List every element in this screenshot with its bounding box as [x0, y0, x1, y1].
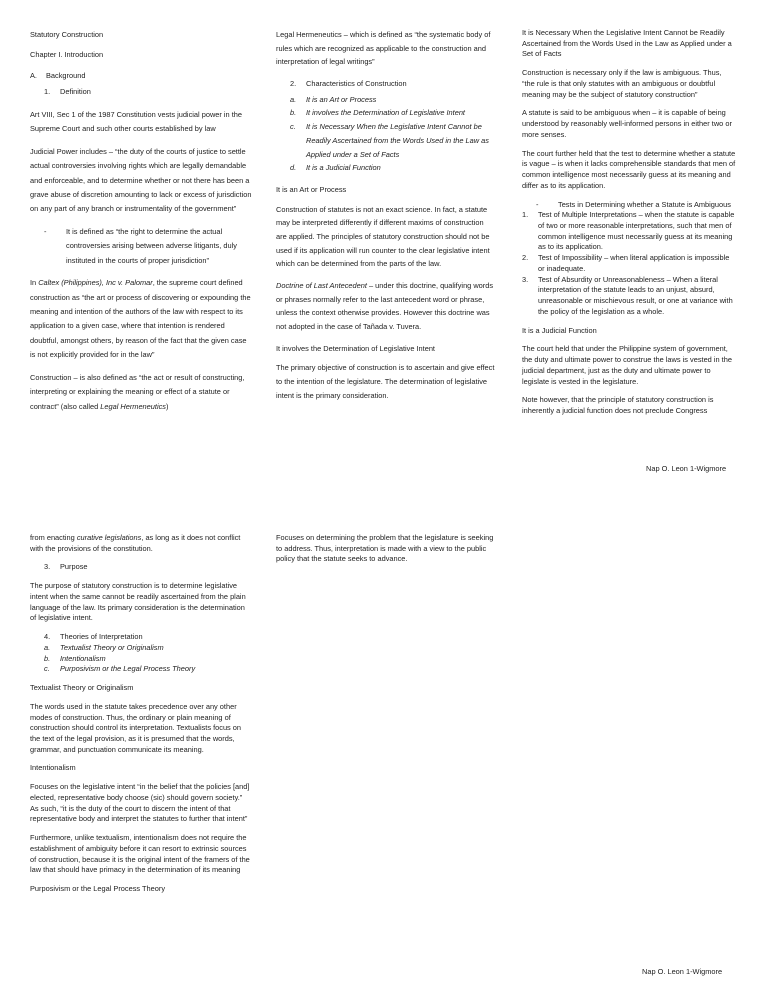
- paragraph: Focuses on determining the problem that the legislature is seeking to address. Thus, interpretation is made with a view to the public policy that the statute seeks to advance.: [276, 533, 494, 564]
- chapter-heading: Chapter I. Introduction: [30, 50, 104, 60]
- list-item: [44, 654, 252, 665]
- list-marker: a.: [44, 642, 51, 652]
- tests-heading: [522, 200, 736, 211]
- section-heading: Textualist Theory or Originalism: [30, 683, 134, 693]
- list-item-text: Test of Absurdity or Unreasonableness – When a literal interpretation of the statute leads to an unjust, absurd, unreasonable or mischievous result, or one at variance with the policy of the legislation as a whole.: [538, 274, 733, 316]
- list-item: [44, 643, 252, 654]
- list-item: [290, 93, 496, 107]
- list-marker: c.: [44, 664, 50, 674]
- case-name: Caltex (Philippines), Inc v. Palomar: [38, 278, 153, 288]
- list-item-text: Test of Impossibility – when literal application is impossible or inadequate.: [538, 253, 730, 273]
- bullet-text: Tests in Determining whether a Statute is Ambiguous: [558, 199, 731, 209]
- tests-list: [522, 210, 736, 317]
- section-heading: Purposivism or the Legal Process Theory: [30, 884, 166, 894]
- text-run: , the supreme court defined construction as “the art or process of discovering or expounding the meaning and intention of the authors of the law with respect to its application to a given case, where that intention is rendered doubtful, amongst others, by reason of the fact that the given case is not explicitly provided for in the law”: [30, 278, 251, 360]
- paragraph: The court held that under the Philippine system of government, the duty and ultimate power to construe the laws is vested in the judicial department, just as the duty and ultimate power to legislate is vested in the legislature.: [522, 344, 732, 386]
- list-item-text: Intentionalism: [60, 653, 106, 663]
- page1-column-3: [522, 28, 736, 425]
- bullet-marker: -: [536, 199, 539, 209]
- item-2: [276, 77, 496, 91]
- text-run: ): [165, 401, 169, 411]
- section-heading: It is a Judicial Function: [522, 325, 597, 335]
- paragraph: The purpose of statutory construction is to determine legislative intent when the same cannot be readily ascertained from the plain language of the law. Its primary consideration is the determination of legislative intent.: [30, 581, 246, 623]
- page-footer: Nap O. Leon 1-Wigmore: [642, 967, 723, 976]
- text-run: – under this doctrine, qualifying words or phrases normally refer to the last antecedent word or phrase, unless the context otherwise provides. However this doctrine was not adopted in the case of Tañada v. Tuvera.: [276, 281, 494, 332]
- list-marker: 2.: [522, 253, 529, 263]
- list-marker: 4.: [44, 632, 51, 642]
- list-marker: a.: [290, 94, 297, 104]
- list-item-text: Textualist Theory or Originalism: [60, 642, 164, 652]
- section-heading: It involves the Determination of Legislative Intent: [276, 343, 435, 353]
- text-run: Construction – is also defined as “the act or result of constructing, interpreting or explaining the meaning or effect of a statute or contract” (also called: [30, 372, 245, 411]
- list-marker: 1.: [44, 87, 51, 97]
- bullet-text: It is defined as “the right to determine the actual controversies arising between adverse litigants, duly instituted in the courts of proper jurisdiction”: [66, 226, 237, 265]
- list-marker: A.: [30, 70, 37, 80]
- paragraph: Note however, that the principle of statutory construction is inherently a judicial function does not preclude Congress: [522, 395, 714, 416]
- text-run: , as long as it does not conflict with the provisions of the constitution.: [30, 533, 241, 553]
- paragraph: Focuses on the legislative intent “in the belief that the policies [and] elected, representative body choose (sic) should govern society.” As such, “it is the duty of the court to discern the intent of that representative body and interpret the statutes to further that intent”: [30, 782, 250, 824]
- subheading-theories: Theories of Interpretation: [60, 632, 143, 642]
- list-marker: c.: [290, 122, 296, 132]
- list-item: [290, 120, 496, 161]
- text-run: from enacting: [30, 533, 77, 542]
- bullet-item: [30, 225, 252, 268]
- section-heading-background: Background: [46, 70, 86, 80]
- paragraph: Construction is necessary only if the law is ambiguous. Thus, “the rule is that only statutes with an ambiguous or doubtful meaning may be the subject of statutory construction”: [522, 68, 722, 99]
- subheading-purpose: Purpose: [60, 562, 88, 572]
- list-marker: b.: [290, 108, 297, 118]
- list-marker: 1.: [522, 210, 529, 220]
- theories-list: [30, 643, 252, 675]
- paragraph: Legal Hermeneutics – which is defined as “the systematic body of rules which are recognized as applicable to the construction and interpretation of legal writings”: [276, 30, 491, 67]
- list-marker: b.: [44, 653, 51, 663]
- italic-term: curative legislations: [76, 533, 142, 542]
- paragraph: Art VIII, Sec 1 of the 1987 Constitution vests judicial power in the Supreme Court and such other courts established by law: [30, 109, 242, 134]
- item-4: [30, 632, 252, 643]
- list-item: [44, 664, 252, 675]
- page1-column-2: [276, 28, 496, 411]
- list-item-text: It is a Judicial Function: [306, 163, 381, 173]
- paragraph: The primary objective of construction is to ascertain and give effect to the intention of the legislature. The determination of legislative intent is the primary consideration.: [276, 363, 495, 400]
- paragraph: Construction of statutes is not an exact science. In fact, a statute may be interpreted differently if different maxims of construction are applied. The principles of statutory construction should not be used if its application will run counter to the clear legislative intent which can be determined from the parts of the law.: [276, 204, 490, 269]
- item-1: [30, 85, 252, 99]
- paragraph: Furthermore, unlike textualism, intentionalism does not require the establishment of ambiguity before it can resort to extrinsic sources of construction, because it is the original intent of the framers of the law that should have primacy in the determination of its meaning: [30, 833, 250, 875]
- paragraph: [30, 276, 252, 363]
- subheading-definition: Definition: [60, 87, 91, 97]
- list-item-text: It is Necessary When the Legislative Intent Cannot be Readily Ascertained from the Words Used in the Law as Applied under a Set of Facts: [306, 122, 489, 159]
- characteristics-list: [276, 93, 496, 175]
- paragraph: The court further held that the test to determine whether a statute is vague – is when it lacks comprehensible standards that men of common intelligence most necessarily guess at its meaning and differ as to its application.: [522, 148, 736, 190]
- list-item: [290, 106, 496, 120]
- page2-column-2: [276, 533, 496, 573]
- list-item-text: It involves the Determination of Legislative Intent: [306, 108, 465, 118]
- subheading-characteristics: Characteristics of Construction: [306, 79, 407, 89]
- list-item: [522, 210, 736, 253]
- list-item-text: Test of Multiple Interpretations – when the statute is capable of two or more reasonable interpretations, such that men of common intelligence must necessarily guess at its meaning as to its application.: [538, 210, 735, 252]
- bullet-marker: -: [44, 226, 47, 236]
- italic-term: Legal Hermeneutics: [100, 401, 166, 411]
- paragraph: A statute is said to be ambiguous when – it is capable of being understood by reasonably well-informed persons in either two or more senses.: [522, 108, 732, 139]
- paragraph: [30, 533, 252, 554]
- list-marker: 3.: [522, 274, 529, 284]
- item-3: [30, 562, 252, 573]
- list-item-text: Purposivism or the Legal Process Theory: [60, 664, 196, 674]
- paragraph: [30, 371, 252, 414]
- section-heading: It is an Art or Process: [276, 184, 347, 194]
- page1-column-1: [30, 28, 252, 422]
- text-run: In: [30, 278, 39, 288]
- list-item-text: It is an Art or Process: [306, 94, 377, 104]
- document-title: Statutory Construction: [30, 30, 104, 39]
- list-item: [522, 275, 736, 318]
- list-marker: d.: [290, 163, 297, 173]
- paragraph: The words used in the statute takes precedence over any other modes of construction. Thus, the ordinary or plain meaning of construction should control its interpretation. Textualists focus on the text of the legal provision, as it is presumed that the words, grammar, and punctuation communicate its meaning.: [30, 701, 242, 754]
- italic-term: Doctrine of Last Antecedent: [276, 281, 367, 290]
- paragraph: [276, 279, 496, 334]
- section-heading: It is Necessary When the Legislative Intent Cannot be Readily Ascertained from the Words Used in the Law as Applied under a Set of Facts: [522, 28, 732, 59]
- page2-column-1: [30, 533, 252, 903]
- section-a: [30, 69, 252, 83]
- list-item: [522, 253, 736, 274]
- list-item: [290, 161, 496, 175]
- section-heading: Intentionalism: [30, 763, 76, 773]
- list-marker: 2.: [290, 79, 297, 89]
- paragraph: Judicial Power includes – “the duty of the courts of justice to settle actual controversies involving rights which are legally demandable and enforceable, and to determine whether or not there has been a grave abuse of discretion amounting to lack or excess of jurisdiction on any part of any branch or instrumentality of the government”: [30, 146, 252, 214]
- page-footer: Nap O. Leon 1-Wigmore: [646, 464, 727, 473]
- list-marker: 3.: [44, 562, 51, 572]
